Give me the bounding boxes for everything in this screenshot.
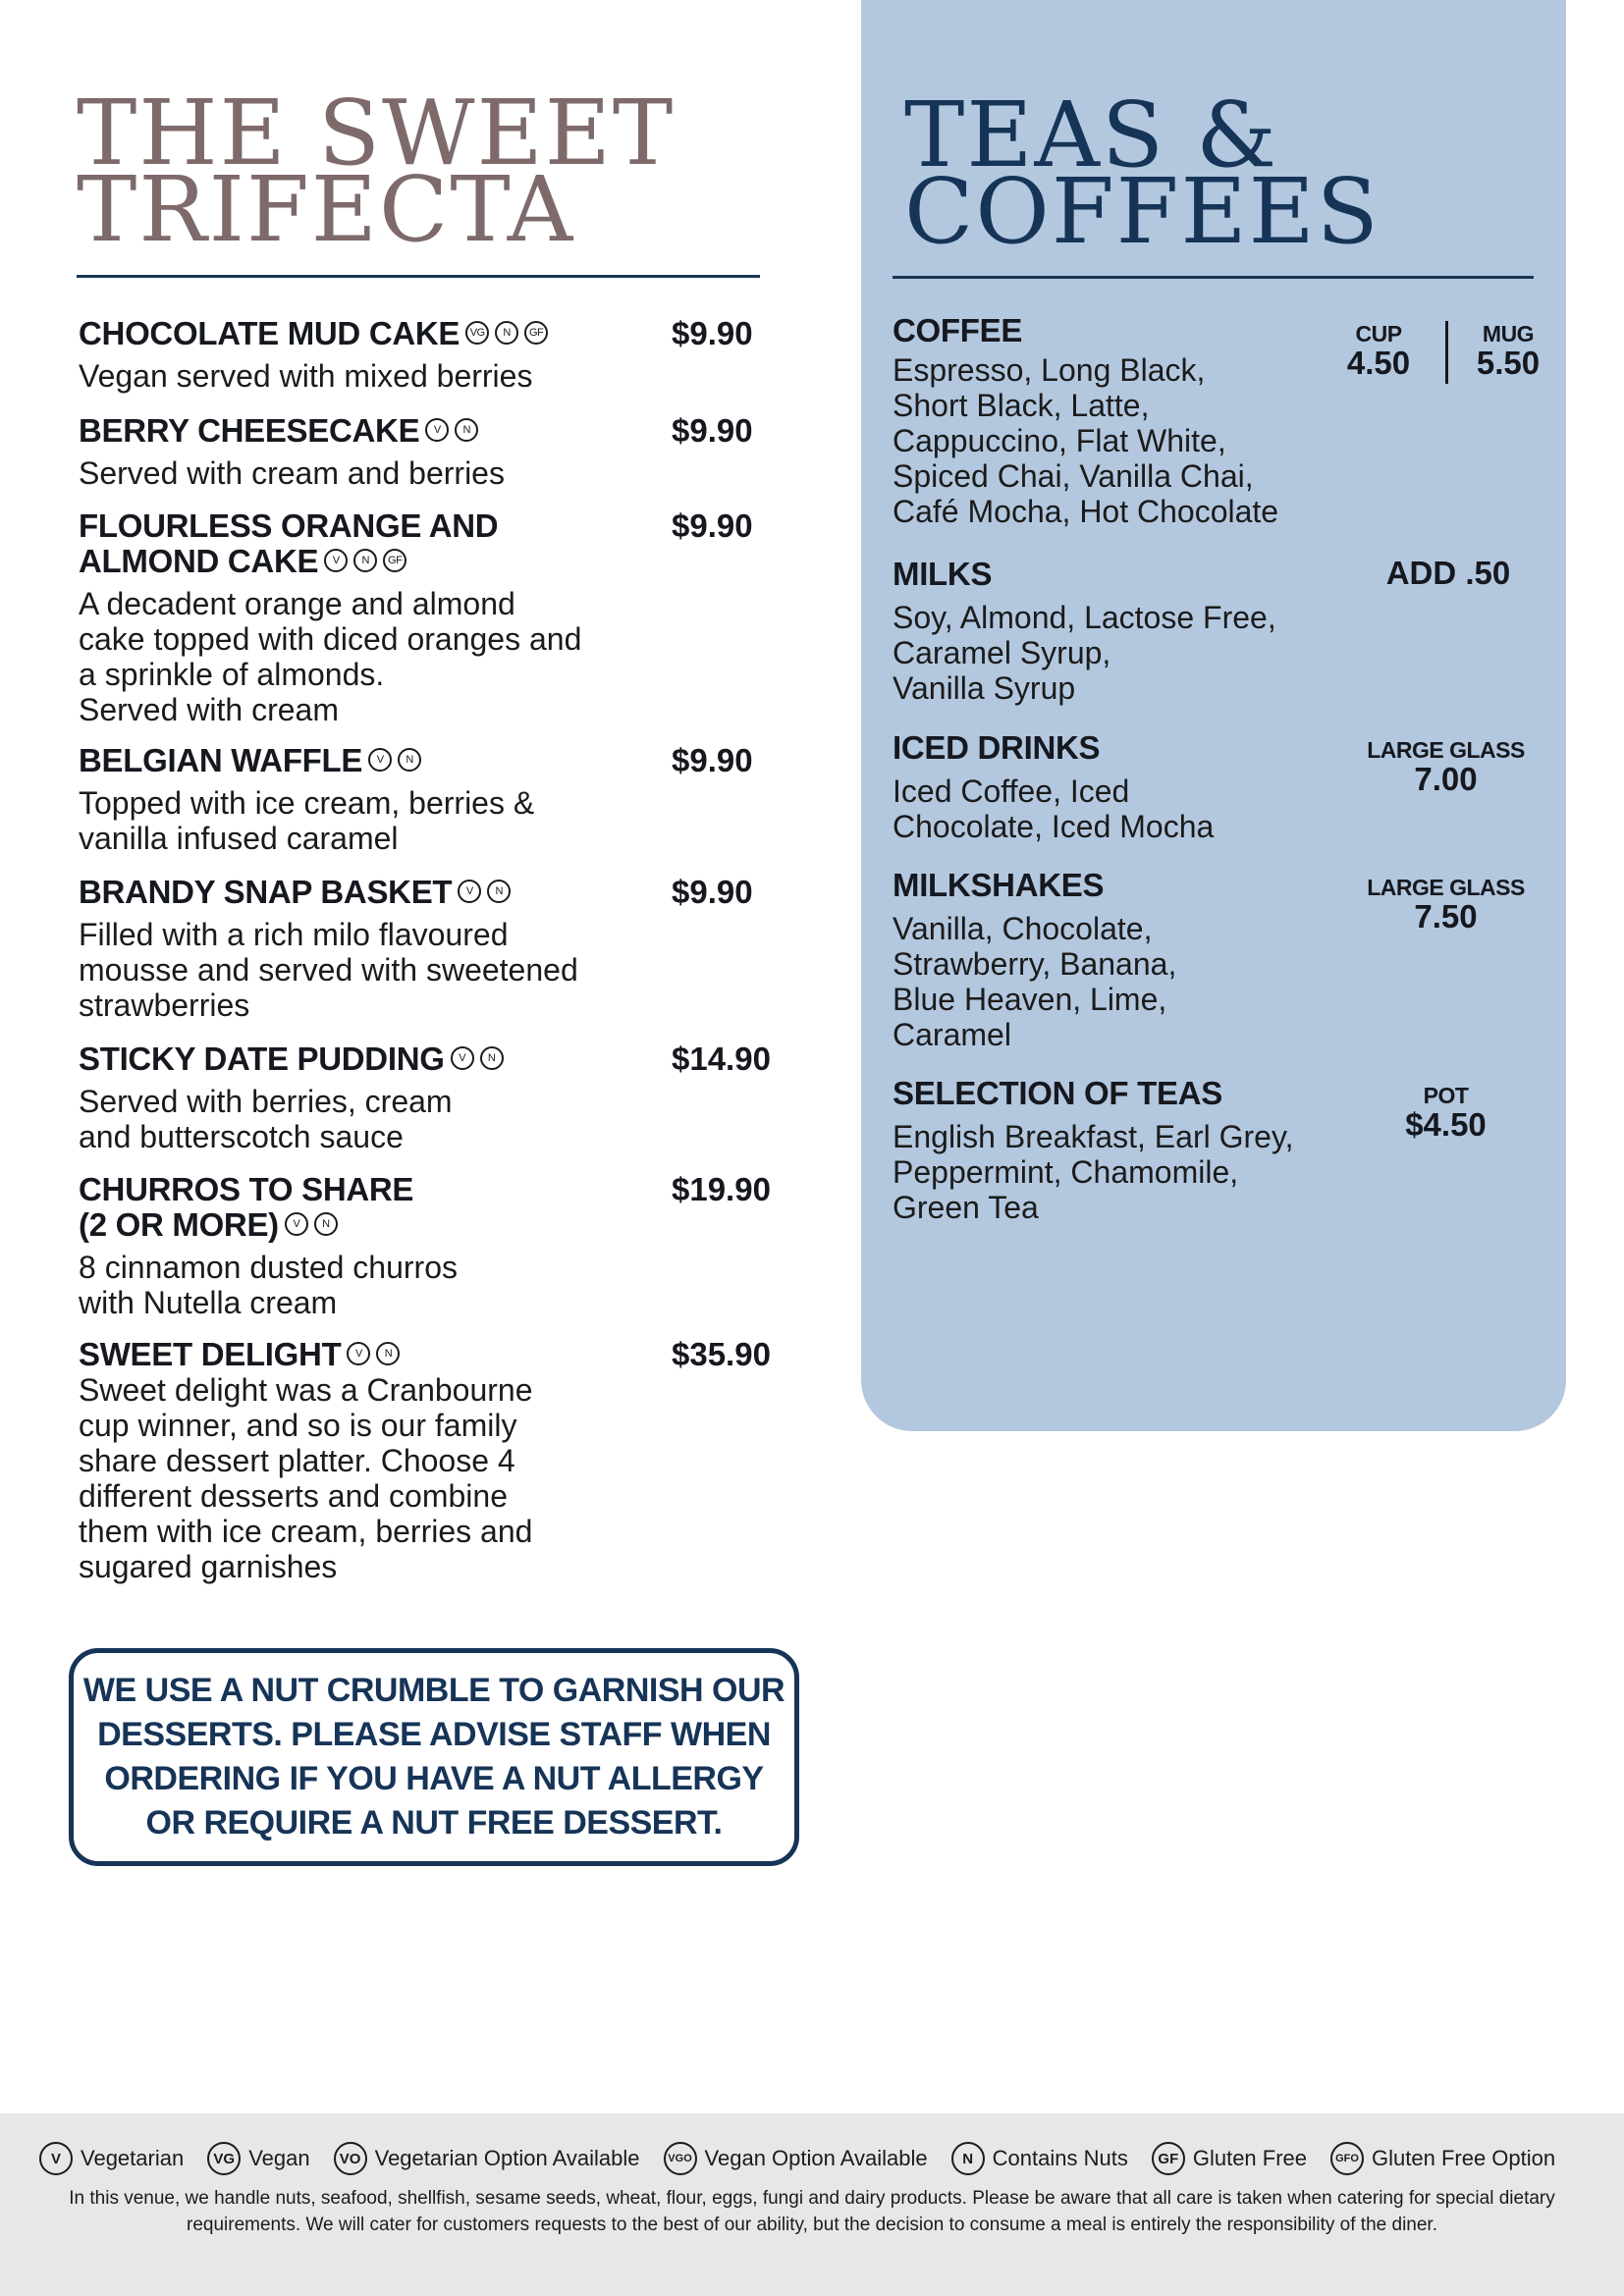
vegetarian-badge-icon: V [368,748,392,772]
drinks-title-rule [893,276,1534,279]
dessert-price: $35.90 [672,1336,771,1372]
gluten-free-badge-icon: GF [383,549,406,572]
vegan-badge-icon: VG [465,321,489,345]
allergen-disclaimer: In this venue, we handle nuts, seafood, shellfish, sesame seeds, wheat, flour, eggs, fungi and dairy products. Please be aware that all care is taken when catering for special dietary requirements. We will cater for customers requests to the best of our ability, but the decision to consume a meal is entirely the responsibility of the diner. [69,2188,1555,2235]
dietary-badges [324,549,406,572]
dietary-badges [465,321,548,345]
iced-drinks-price: LARGE GLASS 7.00 [1367,737,1525,797]
vegetarian-icon: V [39,2142,73,2175]
gluten-free-badge-icon: GF [524,321,548,345]
dessert-item-chocolate-mud-cake [79,316,795,394]
legend-item-contains-nuts: N Contains Nuts [951,2142,1128,2175]
dessert-name: CHURROS TO SHARE (2 OR MORE) V N [79,1171,414,1243]
coffee-mug-price: MUG 5.50 [1476,321,1541,381]
drink-name: MILKSHAKES [893,867,1105,903]
dessert-item-churros-to-share [79,1172,795,1320]
drink-name: ICED DRINKS [893,729,1101,766]
dessert-name: CHOCOLATE MUD CAKE VG N GF [79,316,668,351]
nut-allergy-notice [69,1648,799,1866]
nuts-badge-icon: N [376,1342,400,1365]
legend-item-vegetarian-option: VO Vegetarian Option Available [334,2142,640,2175]
drink-description: Iced Coffee, Iced Chocolate, Iced Mocha [893,774,1215,844]
nuts-badge-icon: N [487,880,511,903]
desserts-title-line1: THE SWEET [77,80,676,186]
dessert-name: STICKY DATE PUDDING V N [79,1041,668,1077]
dessert-price: $9.90 [672,874,753,910]
vegetarian-badge-icon: V [458,880,481,903]
dessert-description: 8 cinnamon dusted churros with Nutella cream [79,1250,458,1320]
dessert-item-belgian-waffle [79,743,795,856]
nuts-badge-icon: N [455,418,478,442]
gluten-free-icon: GF [1152,2142,1185,2175]
dietary-badges [368,748,421,772]
desserts-title-rule [77,275,760,278]
milkshakes-price: LARGE GLASS 7.50 [1367,875,1525,934]
dessert-name: BERRY CHEESECAKE V N [79,413,668,449]
drink-item-coffee [893,313,1541,529]
drink-name: MILKS [893,556,993,592]
dessert-price: $9.90 [672,315,753,351]
cup-mug-divider [1445,321,1448,384]
nuts-badge-icon: N [353,549,377,572]
dessert-name: SWEET DELIGHT V N [79,1337,668,1372]
drink-description: English Breakfast, Earl Grey, Peppermint, Chamomile, Green Tea [893,1119,1294,1225]
vegan-option-icon: VGO [664,2142,697,2175]
dietary-badges [285,1212,338,1236]
dessert-item-sticky-date-pudding [79,1041,795,1154]
dessert-description: Served with cream and berries [79,455,505,491]
drink-name: SELECTION OF TEAS [893,1075,1222,1111]
dietary-badges [347,1342,400,1365]
dessert-description: Sweet delight was a Cranbourne cup winner, and so is our family share dessert platter. Choose 4 different desserts and combine them with ice cream, berries and sugared garnishes [79,1372,533,1584]
legend-item-vegan-option: VGO Vegan Option Available [664,2142,928,2175]
dessert-item-sweet-delight [79,1337,795,1584]
nuts-badge-icon: N [495,321,518,345]
contains-nuts-icon: N [951,2142,985,2175]
drinks-title-line1: TEAS & [904,82,1279,187]
milks-price: ADD .50 [1385,555,1511,591]
drinks-title [904,82,1380,264]
drink-name: COFFEE [893,312,1023,348]
dessert-name: FLOURLESS ORANGE AND ALMOND CAKE V N GF [79,507,499,579]
coffee-cup-price: CUP 4.50 [1346,321,1411,381]
dessert-name: BELGIAN WAFFLE V N [79,743,668,778]
nut-allergy-notice-text: WE USE A NUT CRUMBLE TO GARNISH OUR DESSERTS. PLEASE ADVISE STAFF WHEN ORDERING IF YOU HAVE A NUT ALLERGY OR REQUIRE A NUT FREE DESSERT. [82,1672,785,1842]
nuts-badge-icon: N [398,748,421,772]
vegetarian-badge-icon: V [451,1046,474,1070]
legend-item-gluten-free: GF Gluten Free [1152,2142,1307,2175]
gluten-free-option-icon: GFO [1330,2142,1364,2175]
vegetarian-badge-icon: V [347,1342,370,1365]
drink-description: Vanilla, Chocolate, Strawberry, Banana, Blue Heaven, Lime, Caramel [893,911,1177,1052]
dessert-description: Vegan served with mixed berries [79,358,533,394]
dietary-legend [39,2142,1555,2175]
dietary-badges [451,1046,504,1070]
dessert-name: BRANDY SNAP BASKET V N [79,875,668,910]
vegetarian-badge-icon: V [324,549,348,572]
vegetarian-badge-icon: V [425,418,449,442]
dessert-item-flourless-orange-almond-cake [79,508,795,727]
dietary-badges [425,418,478,442]
vegetarian-option-icon: VO [334,2142,367,2175]
legend-item-gluten-free-option: GFO Gluten Free Option [1330,2142,1555,2175]
dessert-price: $14.90 [672,1041,771,1077]
dessert-price: $9.90 [672,507,753,544]
dessert-item-berry-cheesecake [79,413,795,491]
dessert-description: Served with berries, cream and butterscotch sauce [79,1084,453,1154]
teas-price: POT $4.50 [1405,1083,1487,1143]
drinks-title-line2: COFFEES [904,159,1380,264]
vegetarian-badge-icon: V [285,1212,308,1236]
dessert-price: $9.90 [672,742,753,778]
legend-item-vegan: VG Vegan [207,2142,309,2175]
legend-item-vegetarian: V Vegetarian [39,2142,184,2175]
nuts-badge-icon: N [480,1046,504,1070]
dessert-description: Topped with ice cream, berries & vanilla infused caramel [79,785,535,856]
nuts-badge-icon: N [314,1212,338,1236]
dessert-description: Filled with a rich milo flavoured mousse and served with sweetened strawberries [79,917,578,1023]
dessert-price: $19.90 [672,1171,771,1207]
vegan-icon: VG [207,2142,241,2175]
desserts-title [77,80,676,262]
dessert-price: $9.90 [672,412,753,449]
drink-description: Soy, Almond, Lactose Free, Caramel Syrup, Vanilla Syrup [893,600,1276,706]
drink-description: Espresso, Long Black, Short Black, Latte, Cappuccino, Flat White, Spiced Chai, Vanilla Chai, Café Mocha, Hot Chocolate [893,352,1279,529]
dessert-description: A decadent orange and almond cake topped with diced oranges and a sprinkle of almonds. Served with cream [79,586,582,727]
dietary-badges [458,880,511,903]
desserts-title-line2: TRIFECTA [77,157,575,262]
dessert-item-brandy-snap-basket [79,875,795,1023]
